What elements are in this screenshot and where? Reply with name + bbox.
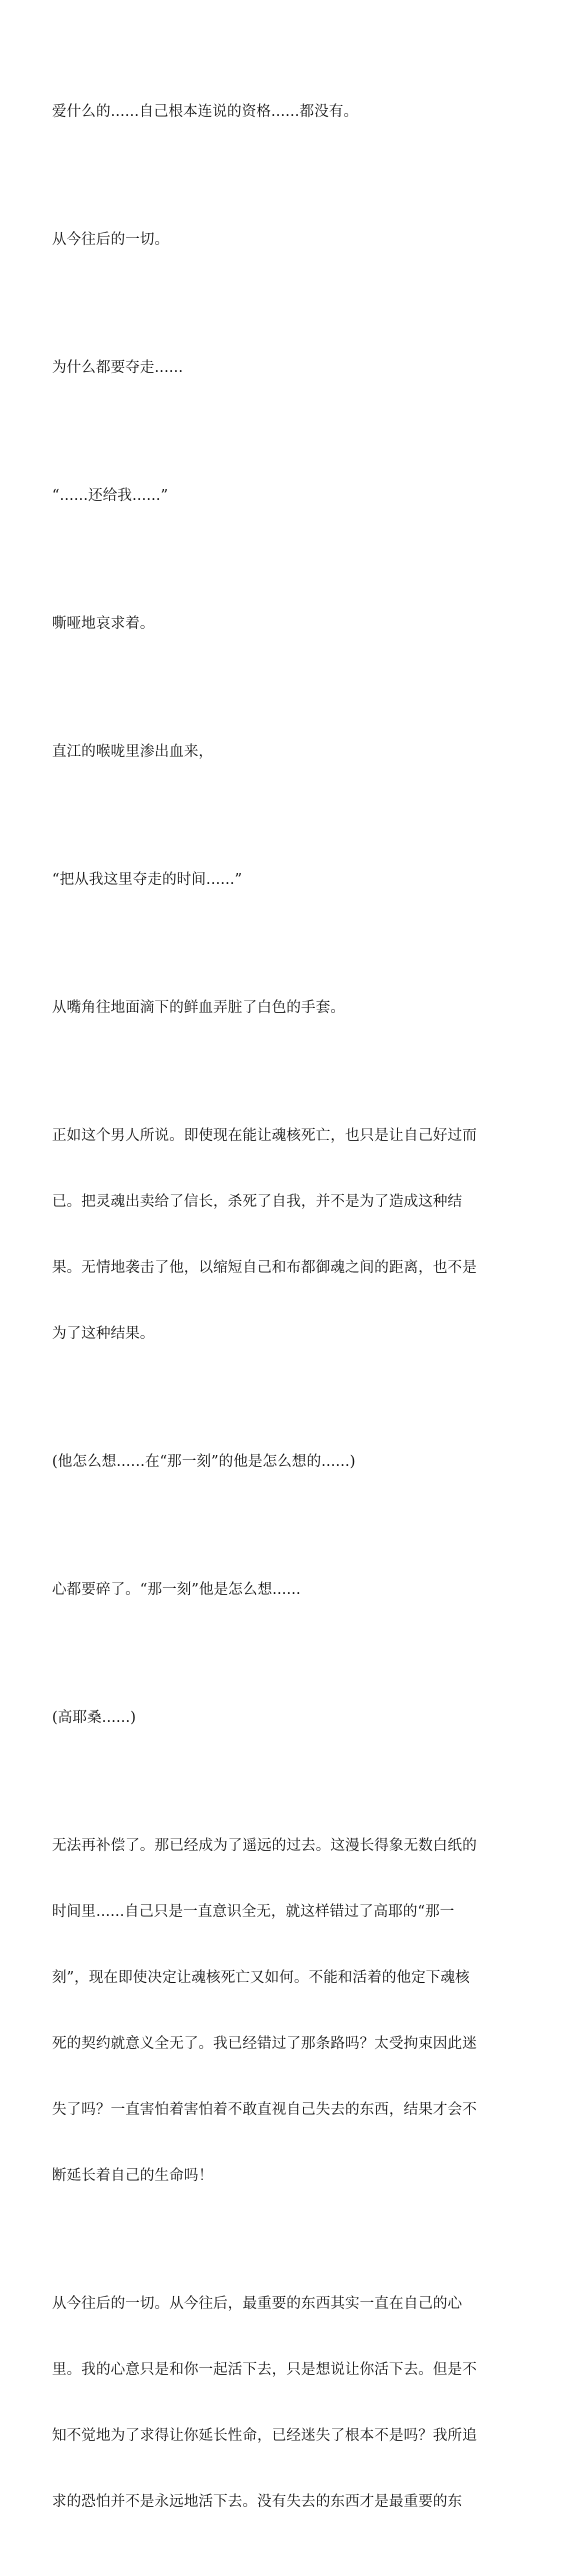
text-line: 果。无情地袭击了他，以缩短自己和布都御魂之间的距离，也不是: [52, 1260, 477, 1276]
paragraph: [52, 1663, 552, 1773]
text-line: 为了这种结果。: [52, 1326, 155, 1342]
text-line: 失了吗？一直害怕着害怕着不敢直视自己失去的东西，结果才会不: [52, 2102, 477, 2118]
paragraph: [52, 441, 552, 551]
text-line: 刻”，现在即使决定让魂核死亡又如何。不能和活着的他定下魂核: [52, 1970, 470, 1986]
paragraph: [52, 1081, 552, 1389]
text-line: 直江的喉咙里渗出血来，: [52, 744, 214, 760]
text-line: 死的契约就意义全无了。我已经错过了那条路吗？太受拘束因此迷: [52, 2036, 477, 2052]
text-line: (高耶桑......): [52, 1710, 137, 1726]
text-line: 从今往后的一切。: [52, 232, 170, 248]
text-line: “......还给我......”: [52, 488, 169, 504]
paragraph: [52, 1791, 552, 2231]
paragraph: [52, 825, 552, 935]
text-line: 嘶哑地哀求着。: [52, 616, 155, 632]
paragraph: [52, 697, 552, 807]
text-line: 求的恐怕并不是永远地活下去。没有失去的东西才是最重要的东: [52, 2494, 463, 2510]
paragraph: [52, 953, 552, 1063]
paragraph: [52, 569, 552, 679]
paragraph: [52, 1535, 552, 1645]
text-line: 从今往后的一切。从今往后，最重要的东西其实一直在自己的心: [52, 2296, 463, 2312]
paragraph: [52, 313, 552, 423]
text-line: 断延长着自己的生命吗！: [52, 2168, 214, 2184]
text-line: 无法再补偿了。那已经成为了遥远的过去。这漫长得象无数白纸的: [52, 1838, 477, 1854]
paragraph: [52, 2249, 552, 2557]
text-line: 爱什么的......自己根本连说的资格......都没有。: [52, 104, 359, 120]
text-line: 从嘴角往地面滴下的鲜血弄脏了白色的手套。: [52, 1000, 345, 1016]
text-line: 已。把灵魂出卖给了信长，杀死了自我，并不是为了造成这种结: [52, 1194, 463, 1210]
paragraph: [52, 185, 552, 295]
text-line: 心都要碎了。“那一刻”他是怎么想......: [52, 1582, 301, 1598]
text-line: 知不觉地为了求得让你延长性命，已经迷失了根本不是吗？我所追: [52, 2428, 477, 2444]
text-line: 正如这个男人所说。即使现在能让魂核死亡，也只是让自己好过而: [52, 1128, 477, 1144]
paragraph: [52, 57, 552, 167]
document-page: [52, 57, 552, 2575]
text-line: 时间里......自己只是一直意识全无，就这样错过了高耶的“那一: [52, 1904, 455, 1920]
text-line: (他怎么想......在“那一刻”的他是怎么想的......): [52, 1454, 356, 1470]
text-line: “把从我这里夺走的时间......”: [52, 872, 243, 888]
text-line: 为什么都要夺走......: [52, 360, 184, 376]
paragraph: [52, 1407, 552, 1517]
text-line: 里。我的心意只是和你一起活下去，只是想说让你活下去。但是不: [52, 2362, 477, 2378]
